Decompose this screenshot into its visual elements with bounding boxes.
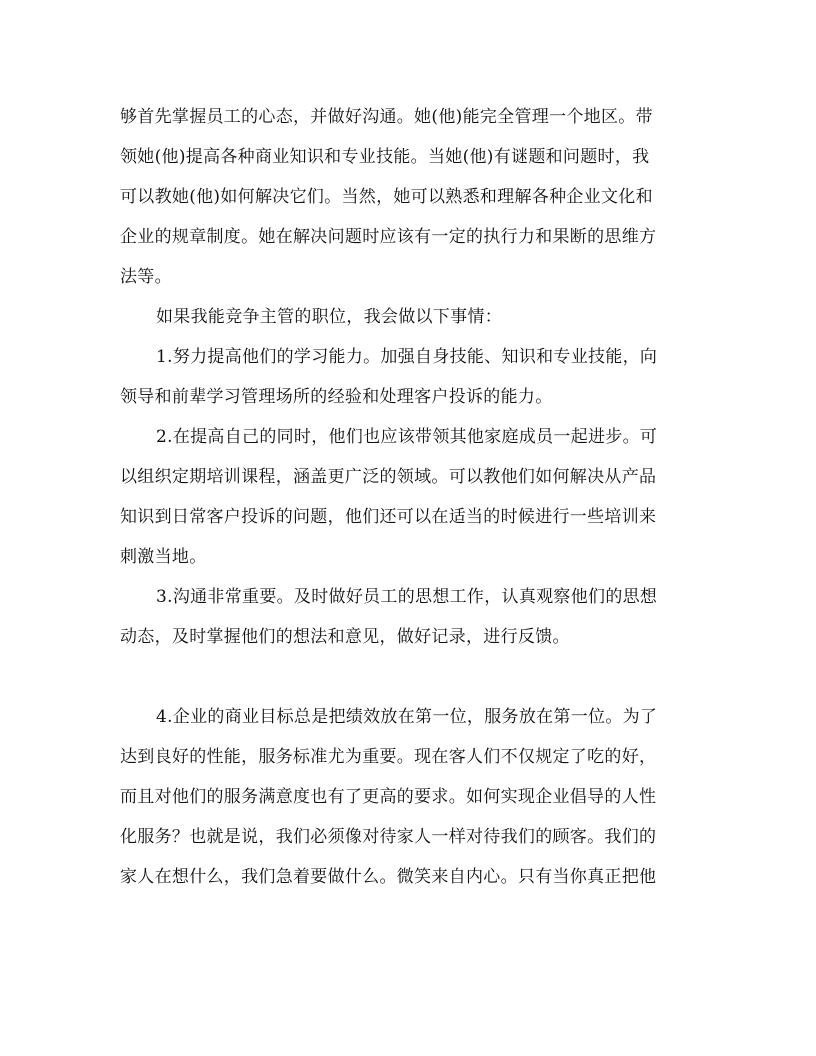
text-line: 家人在想什么，我们急着要做什么。微笑来自内心。只有当你真正把他 [120,867,657,887]
text-line: 知识到日常客户投诉的问题，他们还可以在适当的时候进行一些培训来 [120,507,657,527]
text-line: 企业的规章制度。她在解决问题时应该有一定的执行力和果断的思维方 [120,227,657,247]
text-line: 4.企业的商业目标总是把绩效放在第一位，服务放在第一位。为了 [156,707,658,727]
paragraph-intro-actions [120,297,698,337]
text-line: 如果我能竞争主管的职位，我会做以下事情： [156,307,502,327]
text-line: 法等。 [120,267,172,287]
text-line: 领她(他)提高各种商业知识和专业技能。当她(他)有谜题和问题时，我 [120,147,650,167]
text-line: 1.努力提高他们的学习能力。加强自身技能、知识和专业技能，向 [156,347,658,367]
text-line: 3.沟通非常重要。及时做好员工的思想工作，认真观察他们的思想 [156,587,658,607]
paragraph-management-qualities [120,97,698,297]
document-body [120,97,698,897]
list-item-1 [120,337,698,417]
text-line: 动态，及时掌握他们的想法和意见，做好记录，进行反馈。 [120,627,570,647]
list-item-3 [120,577,698,657]
text-line: 领导和前辈学习管理场所的经验和处理客户投诉的能力。 [120,387,553,407]
text-line: 而且对他们的服务满意度也有了更高的要求。如何实现企业倡导的人性 [120,787,657,807]
text-line: 化服务？也就是说，我们必须像对待家人一样对待我们的顾客。我们的 [120,827,657,847]
text-line: 以组织定期培训课程，涵盖更广泛的领域。可以教他们如何解决从产品 [120,467,657,487]
text-line: 达到良好的性能，服务标准尤为重要。现在客人们不仅规定了吃的好， [120,747,657,767]
text-line: 刺激当地。 [120,547,207,567]
text-line: 够首先掌握员工的心态，并做好沟通。她(他)能完全管理一个地区。带 [120,107,653,127]
text-line: 可以教她(他)如何解决它们。当然，她可以熟悉和理解各种企业文化和 [120,187,653,207]
blank-line [120,657,698,697]
list-item-4 [120,697,698,897]
list-item-2 [120,417,698,577]
text-line: 2.在提高自己的同时，他们也应该带领其他家庭成员一起进步。可 [156,427,658,447]
